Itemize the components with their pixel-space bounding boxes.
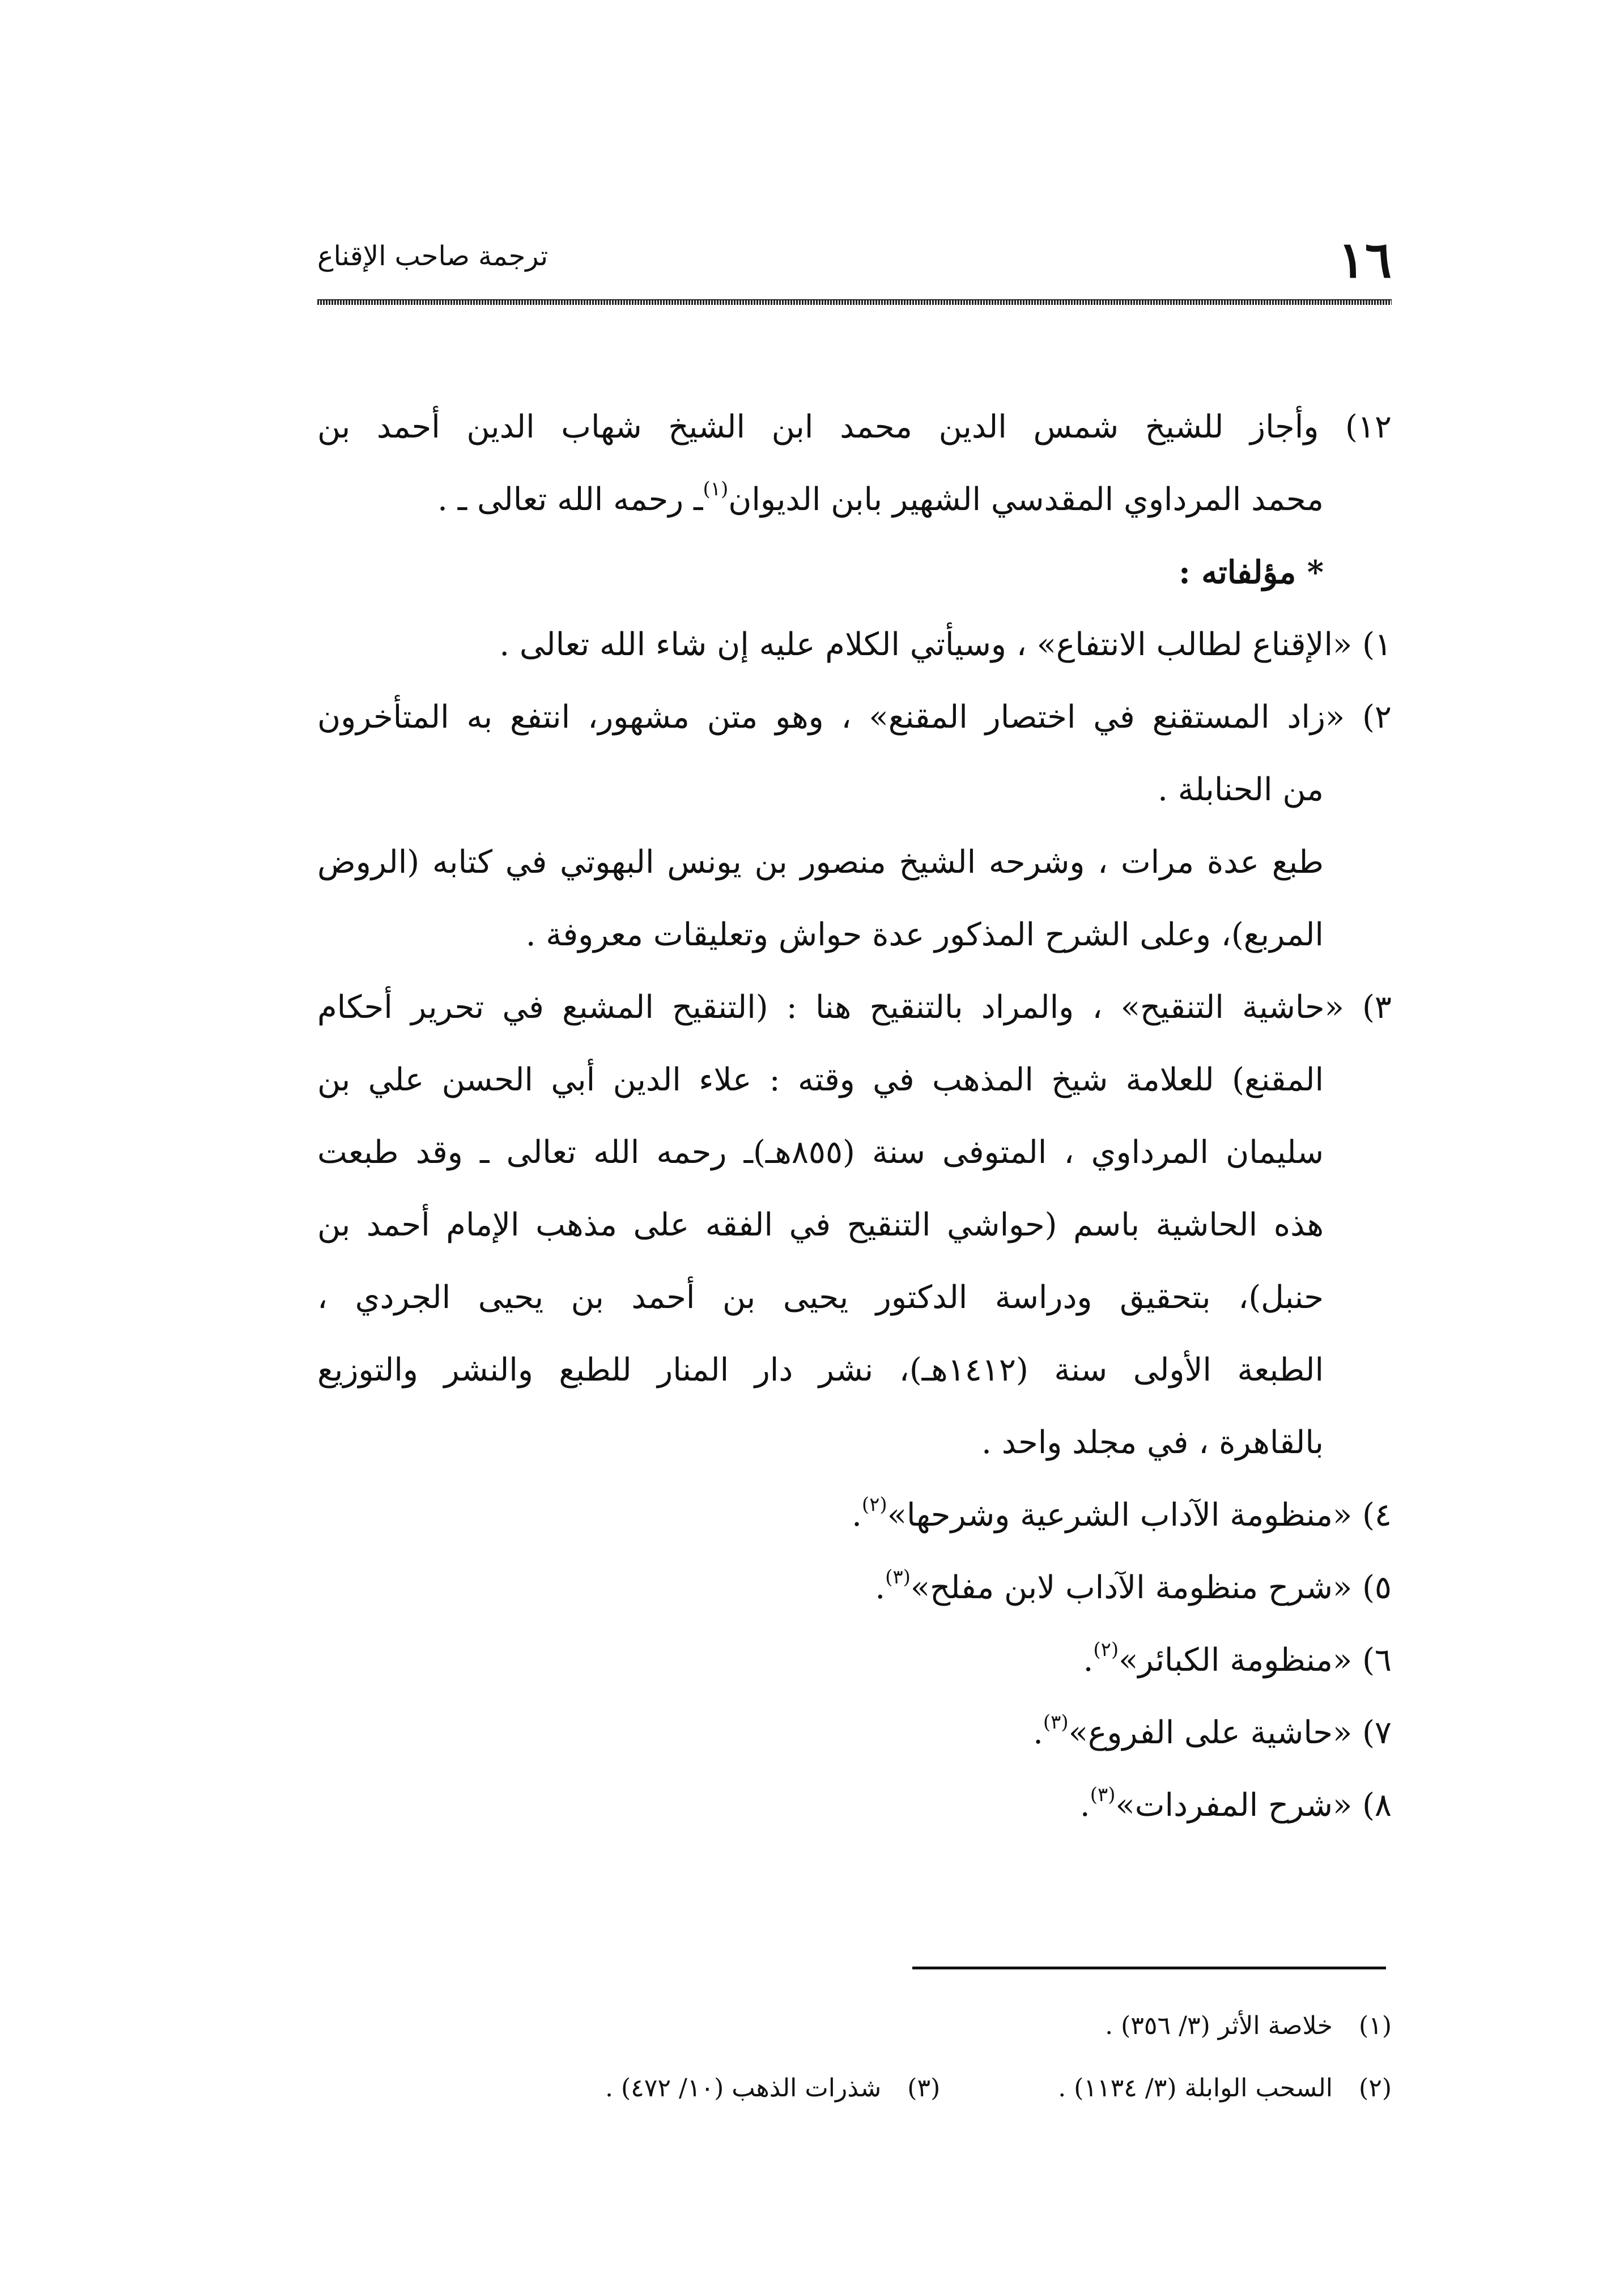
text-line: حنبل)، بتحقيق ودراسة الدكتور يحيى بن أحمد بن يحيى الجردي ، [317,1279,1324,1316]
list-item-text: ٤) «منظومة الآداب الشرعية وشرحها» [887,1497,1392,1534]
footnote-ref: (٢) [1093,1638,1119,1662]
text-line: المربع)، وعلى الشرح المذكور عدة حواش وتعليقات معروفة . [525,916,1324,953]
footnote-number: (٢) [1359,2074,1392,2103]
list-item [317,1552,1392,1624]
period: . [852,1497,862,1534]
list-item-text: ٧) «حاشية على الفروع» [1068,1714,1392,1751]
text-line: الطبعة الأولى سنة (١٤١٢هـ)، نشر دار المنار للطبع والنشر والتوزيع [317,1352,1324,1388]
list-item [317,1624,1392,1697]
footnote-text: خلاصة الأثر (٣/ ٣٥٦) . [1105,2011,1333,2040]
text-line: المقنع) للعلامة شيخ المذهب في وقته : علاء الدين أبي الحسن علي بن [317,1061,1324,1098]
text-line-part: ـ رحمه الله تعالى ـ . [437,481,703,518]
text-line: من الحنابلة . [1158,771,1324,808]
footnote [317,2057,1392,2120]
footnote-number: (١) [1359,2011,1392,2040]
list-item: ١) «الإقناع لطالب الانتفاع» ، وسيأتي الكلام عليه إن شاء الله تعالى . [499,626,1392,663]
period: . [1079,1787,1090,1824]
page-number: ١٦ [1338,230,1392,289]
list-item-text: ٨) «شرح المفردات» [1115,1787,1392,1824]
text-line: طبع عدة مرات ، وشرحه الشيخ منصور بن يونس البهوتي في كتابه (الروض [317,844,1324,881]
section-heading: * مؤلفاته : [1179,554,1324,591]
list-item [317,1769,1392,1842]
list-item: ٣) «حاشية التنقيح» ، والمراد بالتنقيح هنا : (التنقيح المشبع في تحرير أحكام [317,989,1392,1026]
list-item-text: ٦) «منظومة الكبائر» [1119,1642,1392,1679]
footnote-ref: (١) [703,478,729,501]
text-line: سليمان المرداوي ، المتوفى سنة (٨٥٥هـ)ـ رحمه الله تعالى ـ وقد طبعت [317,1134,1324,1171]
footnotes [317,1995,1392,2120]
text-line-part: محمد المرداوي المقدسي الشهير بابن الديوان [728,481,1324,518]
footnote-number: (٣) [907,2074,941,2103]
footnote-ref: (٣) [1043,1711,1069,1734]
list-item [317,1697,1392,1769]
list-item-text: ٥) «شرح منظومة الآداب لابن مفلح» [910,1569,1392,1606]
main-text [317,391,1392,1842]
period: . [1033,1714,1043,1751]
list-item: ٢) «زاد المستقنع في اختصار المقنع» ، وهو متن مشهور، انتفع به المتأخرون [317,699,1392,736]
footnote [317,1995,1392,2057]
running-title: ترجمة صاحب الإقناع [317,240,549,272]
text-line: بالقاهرة ، في مجلد واحد . [981,1424,1324,1461]
footnote-text: السحب الوابلة (٣/ ١١٣٤) . [1058,2074,1333,2103]
period: . [875,1569,886,1606]
footnote-text: شذرات الذهب (١٠/ ٤٧٢) . [605,2074,882,2103]
list-item [317,1479,1392,1552]
footnote-ref: (٢) [861,1493,887,1517]
period: . [1083,1642,1094,1679]
footnote-ref: (٣) [885,1566,911,1589]
header-rule [317,299,1392,305]
text-line: ١٢) وأجاز للشيخ شمس الدين محمد ابن الشيخ شهاب الدين أحمد بن [317,409,1392,445]
page-header [317,230,1392,289]
footnote-ref: (٣) [1090,1784,1116,1807]
text-line: هذه الحاشية باسم (حواشي التنقيح في الفقه على مذهب الإمام أحمد بن [317,1207,1324,1243]
text-line [317,464,1392,536]
footnote-rule [912,1967,1386,1969]
